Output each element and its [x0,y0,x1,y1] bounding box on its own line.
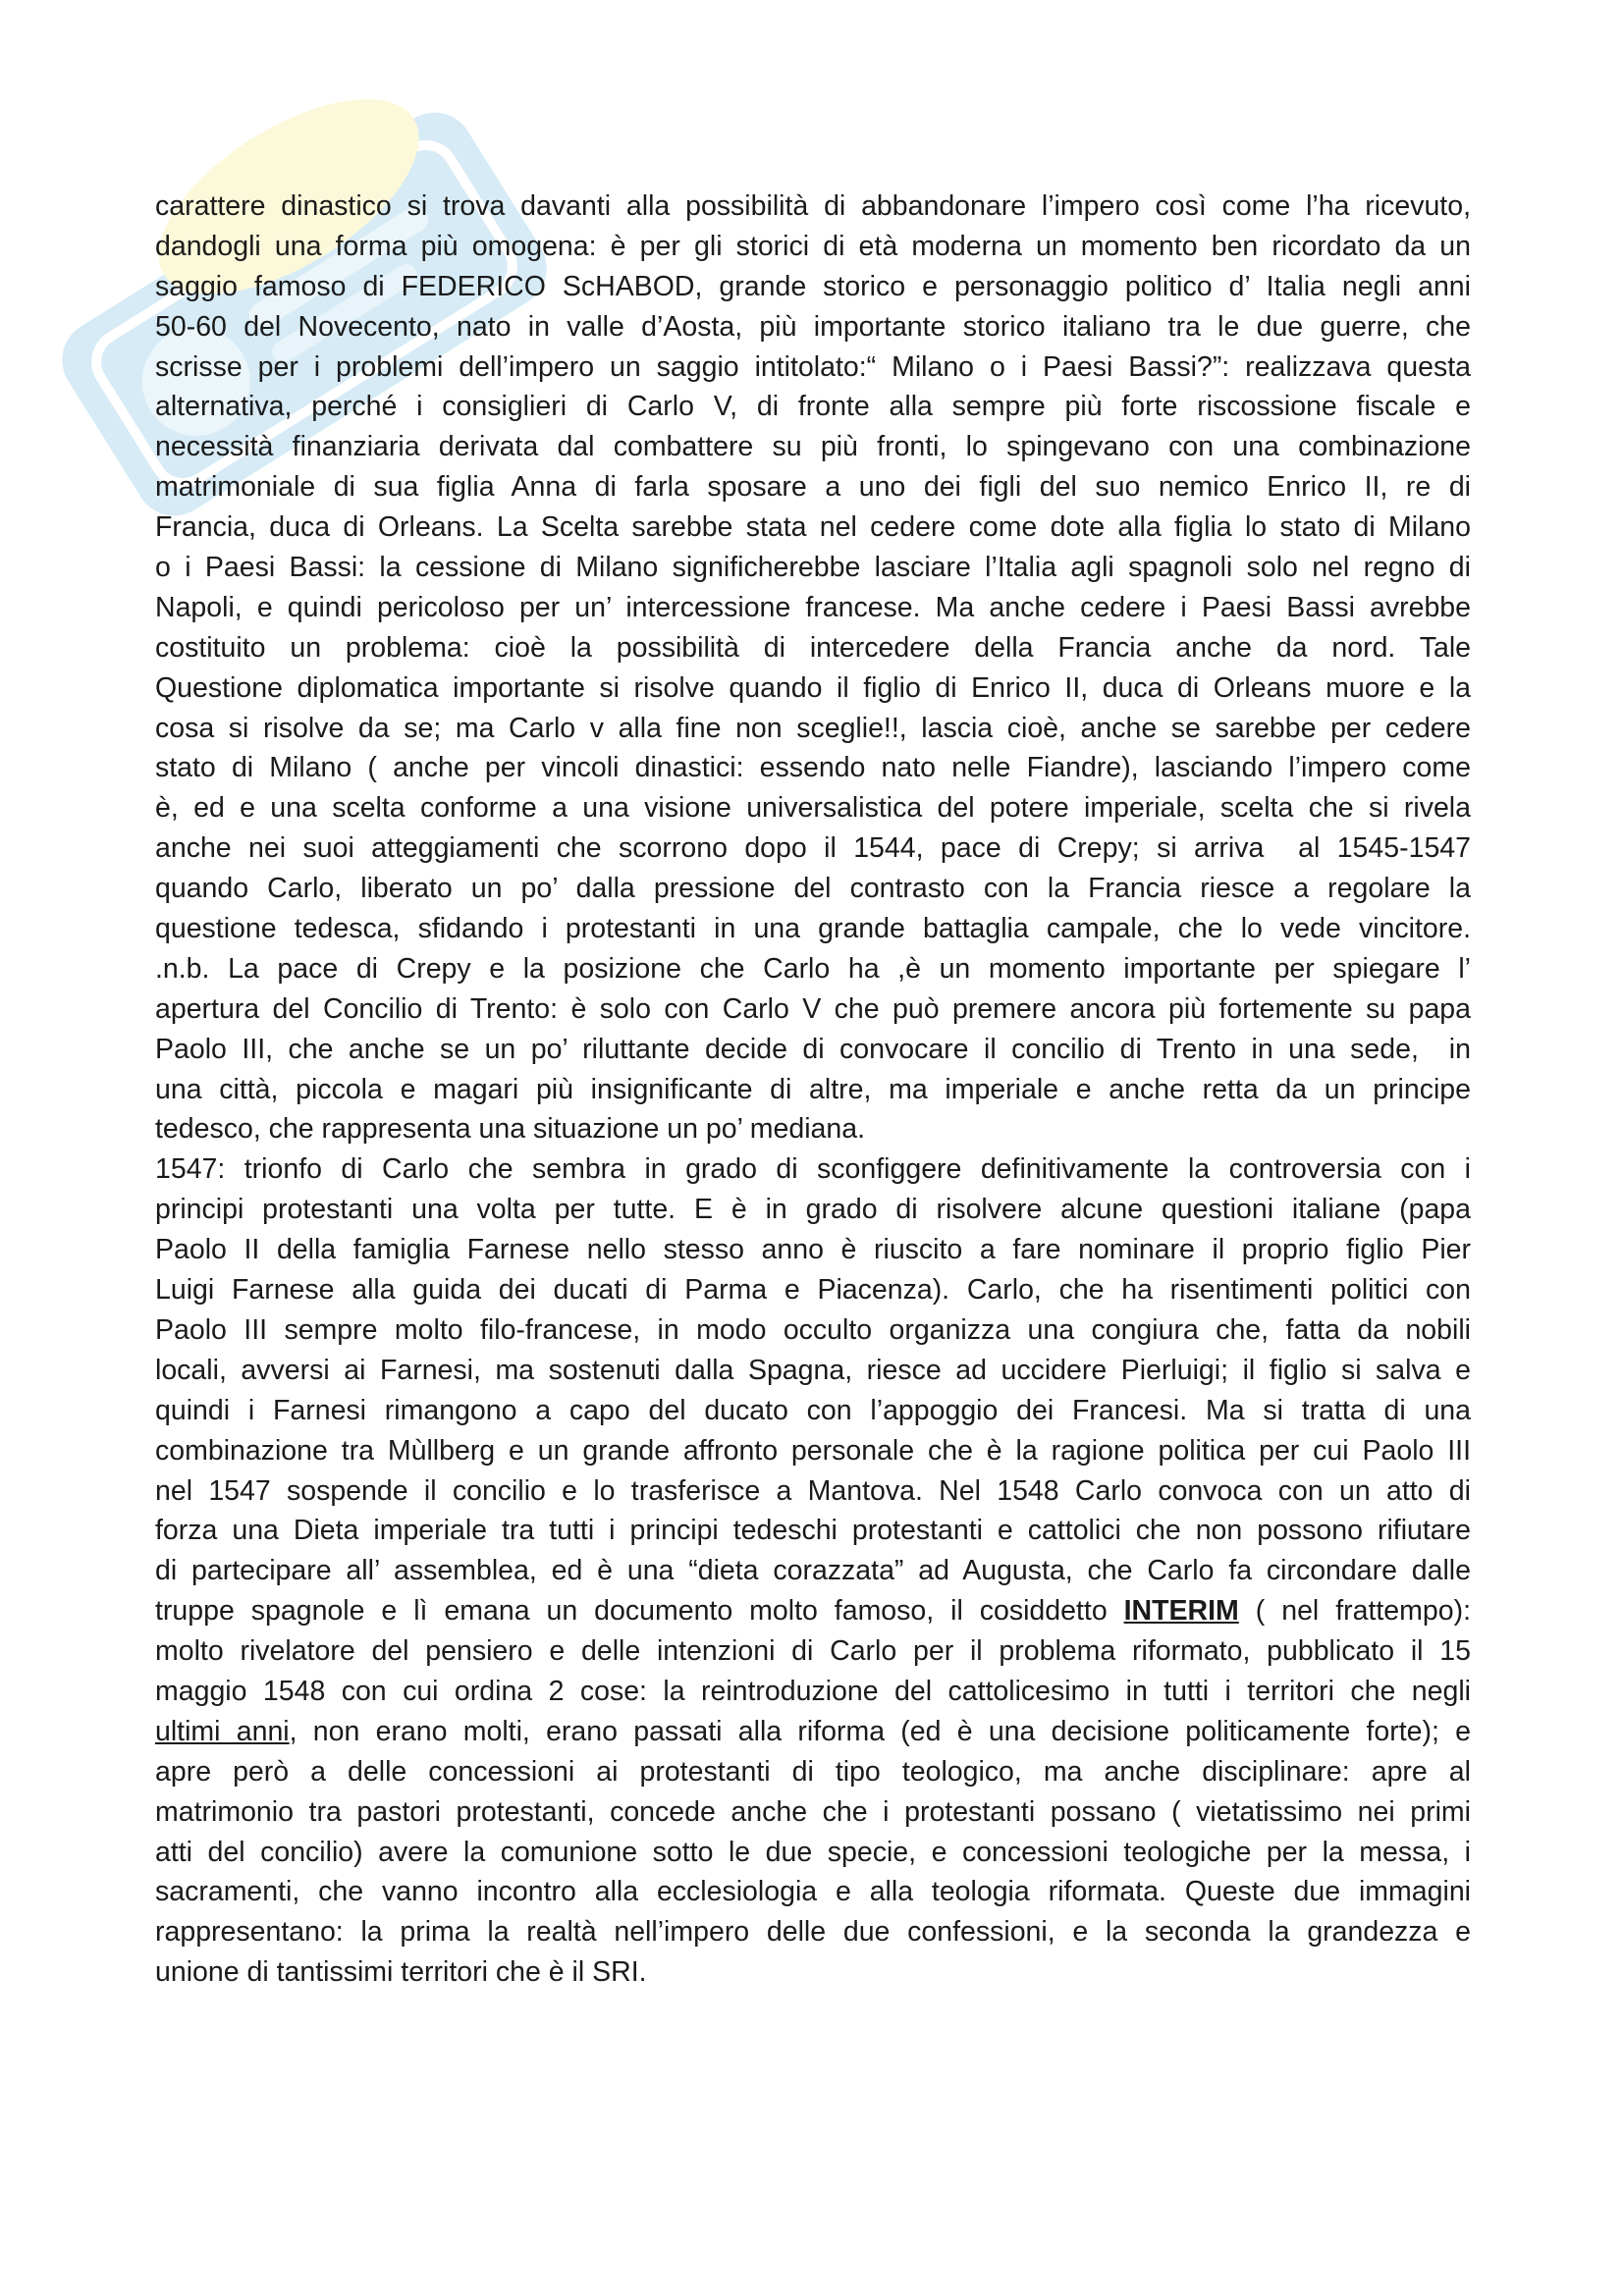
text-line: di partecipare all’ assemblea, ed è una “dieta corazzata” ad Augusta, che Carlo fa circondare dalle [155,1555,1471,1587]
text-line: 50-60 del Novecento, nato in valle d’Aosta, più importante storico italiano tra le due guerre, che [155,310,1471,343]
text-line: forza una Dieta imperiale tra tutti i principi tedeschi protestanti e cattolici che non possono rifiutare [155,1515,1471,1547]
text-line: stato di Milano ( anche per vincoli dinastici: essendo nato nelle Fiandre), lasciando l’impero come [155,752,1471,784]
text-line: costituito un problema: cioè la possibilità di intercedere della Francia anche da nord. Tale [155,631,1471,664]
text-line: Paolo III sempre molto filo-francese, in modo occulto organizza una congiura che, fatta da nobili [155,1313,1471,1346]
underlined-phrase: ultimi anni [155,1715,290,1747]
text-line: locali, avversi ai Farnesi, ma sostenuti dalla Spagna, riesce ad uccidere Pierluigi; il figlio si salva e [155,1354,1471,1386]
line-segment: truppe spagnole e lì emana un documento molto famoso, il cosiddetto [155,1595,1124,1628]
text-line: Paolo II della famiglia Farnese nello stesso anno è riuscito a fare nominare il proprio figlio Pier [155,1234,1471,1266]
text-line: anche nei suoi atteggiamenti che scorrono dopo il 1544, pace di Crepy; si arriva al 1545-1547 [155,832,1471,865]
line-segment: ( nel frattempo): [1238,1595,1472,1628]
body-text [155,187,1471,1993]
text-line: carattere dinastico si trova davanti alla possibilità di abbandonare l’impero così come l’ha ricevuto, [155,190,1471,222]
text-line [155,1712,1471,1752]
text-line: scrisse per i problemi dell’impero un saggio intitolato:“ Milano o i Paesi Bassi?”: realizzava questa [155,350,1471,383]
text-line: tedesco, che rappresenta una situazione un po’ mediana. [155,1113,866,1146]
text-line: dandogli una forma più omogena: è per gli storici di età moderna un momento ben ricordato da un [155,230,1471,262]
text-line: Luigi Farnese alla guida dei ducati di Parma e Piacenza). Carlo, che ha risentimenti politici con [155,1274,1471,1307]
text-line: o i Paesi Bassi: la cessione di Milano significherebbe lasciare l’Italia agli spagnoli solo nel regno di [155,552,1471,584]
line-segment: , non erano molti, erano passati alla riforma (ed è una decisione politicamente forte); e [289,1715,1471,1747]
text-line: principi protestanti una volta per tutte. E è in grado di risolvere alcune questioni italiane (papa [155,1194,1471,1226]
text-line: maggio 1548 con cui ordina 2 cose: la reintroduzione del cattolicesimo in tutti i territori che negli [155,1675,1471,1707]
text-line: atti del concilio) avere la comunione sotto le due specie, e concessioni teologiche per la messa, i [155,1836,1471,1868]
text-line: una città, piccola e magari più insignificante di altre, ma imperiale e anche retta da un principe [155,1073,1471,1105]
text-line: apertura del Concilio di Trento: è solo con Carlo V che può premere ancora più fortemente su papa [155,992,1471,1025]
text-line: Francia, duca di Orleans. La Scelta sarebbe stata nel cedere come dote alla figlia lo stato di Milano [155,511,1471,544]
emphasized-term: INTERIM [1123,1595,1239,1628]
text-line: sacramenti, che vanno incontro alla ecclesiologia e alla teologia riformata. Queste due immagini [155,1876,1471,1908]
text-line: Napoli, e quindi pericoloso per un’ intercessione francese. Ma anche cedere i Paesi Bassi avrebbe [155,591,1471,623]
text-line: Questione diplomatica importante si risolve quando il figlio di Enrico II, duca di Orleans muore e la [155,671,1471,704]
text-line: combinazione tra Mùllberg e un grande affronto personale che è la ragione politica per cui Paolo III [155,1434,1471,1467]
text-line [155,1591,1471,1631]
text-line: è, ed e una scelta conforme a una visione universalistica del potere imperiale, scelta che si rivela [155,792,1471,825]
text-line: matrimoniale di sua figlia Anna di farla sposare a uno dei figli del suo nemico Enrico II, re di [155,471,1471,504]
text-line: unione di tantissimi territori che è il SRI. [155,1956,647,1989]
text-line: molto rivelatore del pensiero e delle intenzioni di Carlo per il problema riformato, pubblicato il 15 [155,1635,1471,1668]
text-line: necessità finanziaria derivata dal combattere su più fronti, lo spingevano con una combinazione [155,431,1471,463]
text-line: saggio famoso di FEDERICO ScHABOD, grande storico e personaggio politico d’ Italia negli anni [155,270,1471,302]
text-line: alternativa, perché i consiglieri di Carlo V, di fronte alla sempre più forte riscossione fiscale e [155,391,1471,423]
text-line: .n.b. La pace di Crepy e la posizione che Carlo ha ,è un momento importante per spiegare l’ [155,952,1471,985]
text-line: quando Carlo, liberato un po’ dalla pressione del contrasto con la Francia riesce a regolare la [155,873,1471,905]
text-line: matrimonio tra pastori protestanti, concede anche che i protestanti possano ( vietatissimo nei primi [155,1795,1471,1828]
text-line: nel 1547 sospende il concilio e lo trasferisce a Mantova. Nel 1548 Carlo convoca con un atto di [155,1474,1471,1507]
text-line: apre però a delle concessioni ai protestanti di tipo teologico, ma anche disciplinare: apre al [155,1755,1471,1788]
text-line: cosa si risolve da se; ma Carlo v alla fine non sceglie!!, lascia cioè, anche se sarebbe per cedere [155,712,1471,744]
text-line: quindi i Farnesi rimangono a capo del ducato con l’appoggio dei Francesi. Ma si tratta di una [155,1394,1471,1426]
text-line: rappresentano: la prima la realtà nell’impero delle due confessioni, e la seconda la grandezza e [155,1916,1471,1949]
text-line: 1547: trionfo di Carlo che sembra in grado di sconfiggere definitivamente la controversia con i [155,1153,1471,1186]
text-line: questione tedesca, sfidando i protestanti in una grande battaglia campale, che lo vede vincitore. [155,913,1471,945]
text-line: Paolo III, che anche se un po’ riluttante decide di convocare il concilio di Trento in una sede, in [155,1033,1471,1065]
